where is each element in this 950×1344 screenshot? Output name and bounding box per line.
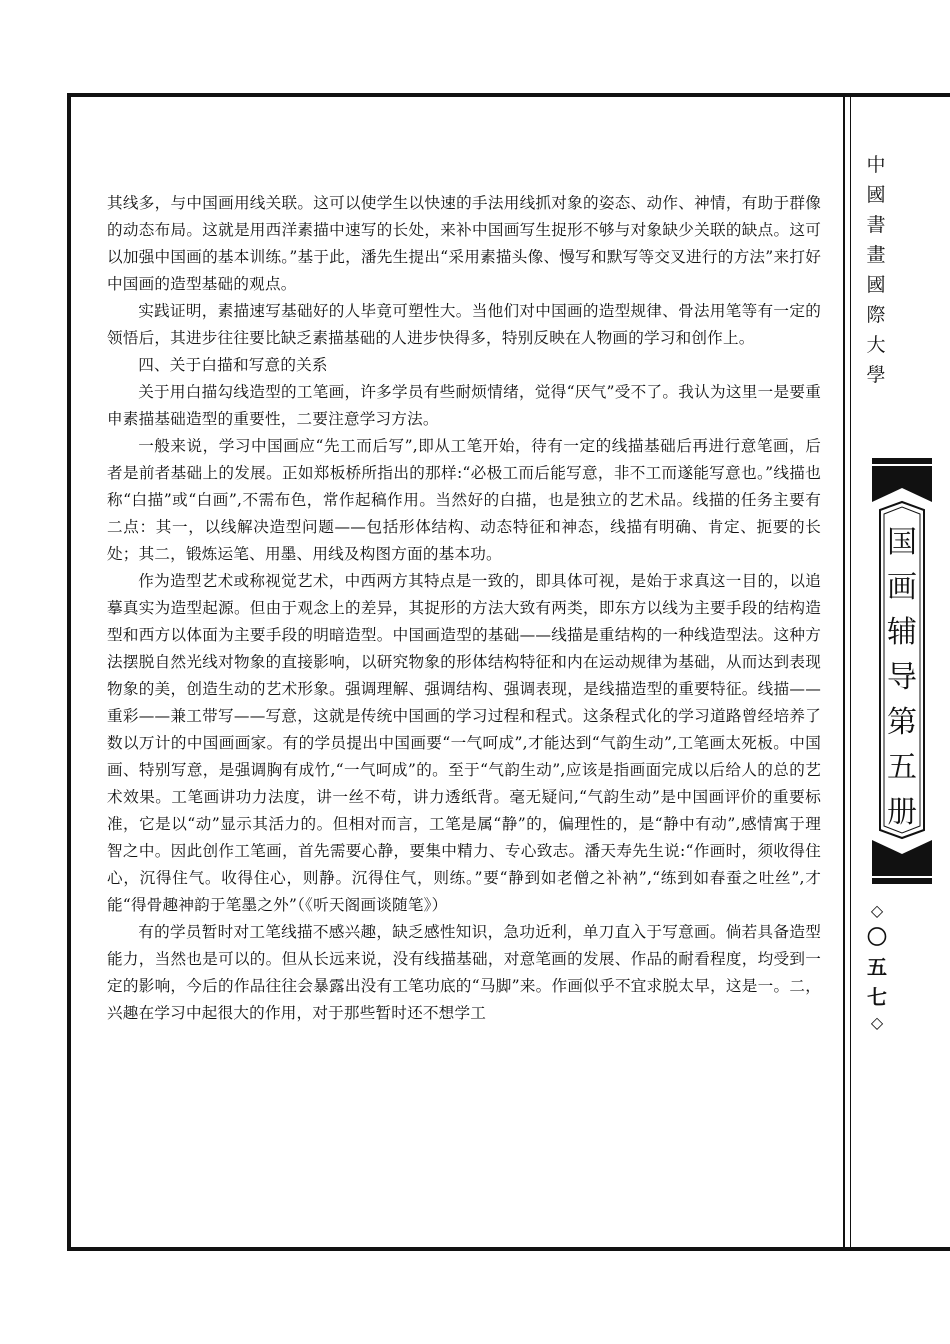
series-char: 國 — [866, 274, 886, 296]
banner-top-bar — [872, 458, 932, 464]
banner-bottom-ornament — [872, 840, 932, 876]
sidebar-rule — [843, 93, 845, 1251]
page-number — [862, 900, 892, 1034]
sidebar-rule-thin — [850, 93, 851, 1251]
page-digit: 〇 — [867, 925, 887, 949]
section-heading: 四、关于白描和写意的关系 — [138, 356, 328, 374]
page-digit: 五 — [867, 955, 887, 979]
volume-char: 画 — [887, 570, 917, 605]
series-char: 國 — [866, 184, 886, 206]
banner-bottom-bar — [872, 878, 932, 884]
volume-char: 导 — [887, 660, 917, 695]
series-char: 畫 — [866, 244, 886, 266]
paragraph-5: 作为造型艺术或称视觉艺术，中西两方其特点是一致的，即具体可视，是始于求真这一目的，以追摹真实为造型起源。但由于观念上的差异，其捉形的方法大致有两类，即东方以线为主要手段的结构造型和西方以体面为主要手段的明暗造型。中国画造型的基础——线描是重结构的一种线造型法。这种方法摆脱自然光线对物象的直接影响，以研究物象的形体结构特征和内在运动规律为基础，从而达到表现物象的美，创造生动的艺术形象。强调理解、强调结构、强调表现，是线描造型的重要特征。线描——重彩——兼工带写——写意，这就是传统中国画的学习过程和程式。这条程式化的学习道路曾经培养了数以万计的中国画画家。有的学员提出中国画要“一气呵成”,才能达到“气韵生动”,工笔画太死板。中国画、特别写意，是强调胸有成竹,“一气呵成”的。至于“气韵生动”,应该是指画面完成以后给人的总的艺术效果。工笔画讲功力法度，讲一丝不苟，讲力透纸背。毫无疑问,“气韵生动”是中国画评价的重要标准，它是以“动”显示其活力的。但相对而言，工笔是属“静”的，偏理性的，是“静中有动”,感情寓于理智之中。因此创作工笔画，首先需要心静，要集中精力、专心致志。潘天寿先生说:“作画时，须收得住心，沉得住气。收得住心，则静。沉得住气，则练。”要“静到如老僧之补衲”,“练到如春蚕之吐丝”,才能“得骨趣神韵于笔墨之外”（《听天阁画谈随笔》） — [107, 572, 821, 914]
diamond-icon: ◇ — [870, 1013, 884, 1032]
paragraph-2: 实践证明，素描速写基础好的人毕竟可塑性大。当他们对中国画的造型规律、骨法用笔等有一定的领悟后，其进步往往要比缺乏素描基础的人进步快得多，特别反映在人物画的学习和创作上。 — [107, 302, 821, 347]
volume-char: 辅 — [887, 615, 917, 650]
volume-title — [874, 520, 930, 835]
volume-char: 五 — [887, 750, 917, 785]
series-char: 中 — [866, 154, 886, 176]
paragraph-4: 一般来说，学习中国画应“先工而后写”,即从工笔开始，待有一定的线描基础后再进行意笔画，后者是前者基础上的发展。正如郑板桥所指出的那样:“必极工而后能写意，非不工而遂能写意也。”线描也称“白描”或“白画”,不需布色，常作起稿作用。当然好的白描，也是独立的艺术品。线描的任务主要有二点：其一，以线解决造型问题——包括形体结构、动态特征和神态，线描有明确、肯定、扼要的长处；其二，锻炼运笔、用墨、用线及构图方面的基本功。 — [107, 437, 821, 563]
paragraph-1: 其线多，与中国画用线关联。这可以使学生以快速的手法用线抓对象的姿态、动作、神情，有助于群像的动态布局。这就是用西洋素描中速写的长处，来补中国画写生捉形不够与对象缺少关联的缺点。这可以加强中国画的基本训练。”基于此，潘先生提出“采用素描头像、慢写和默写等交叉进行的方法”来打好中国画的造型基础的观点。 — [107, 194, 821, 293]
series-char: 大 — [866, 334, 886, 356]
series-char: 際 — [866, 304, 886, 326]
series-char: 學 — [866, 364, 886, 386]
series-title — [863, 150, 889, 390]
diamond-icon: ◇ — [870, 901, 884, 920]
page-digit: 七 — [867, 985, 887, 1009]
volume-char: 第 — [887, 705, 917, 740]
banner-top-ornament — [872, 466, 932, 502]
volume-char: 国 — [887, 525, 917, 560]
paragraph-3: 关于用白描勾线造型的工笔画，许多学员有些耐烦情绪，觉得“厌气”受不了。我认为这里一是要重申素描基础造型的重要性，二要注意学习方法。 — [107, 383, 821, 428]
series-char: 書 — [866, 214, 886, 236]
body-text — [107, 190, 821, 1027]
paragraph-6: 有的学员暂时对工笔线描不感兴趣，缺乏感性知识，急功近利，单刀直入于写意画。倘若具备造型能力，当然也是可以的。但从长远来说，没有线描基础，对意笔画的发展、作品的耐看程度，均受到一定的影响，今后的作品往往会暴露出没有工笔功底的“马脚”来。作画似乎不宜求脱太早，这是一。二，兴趣在学习中起很大的作用，对于那些暂时还不想学工 — [107, 923, 821, 1022]
volume-char: 册 — [887, 795, 917, 830]
